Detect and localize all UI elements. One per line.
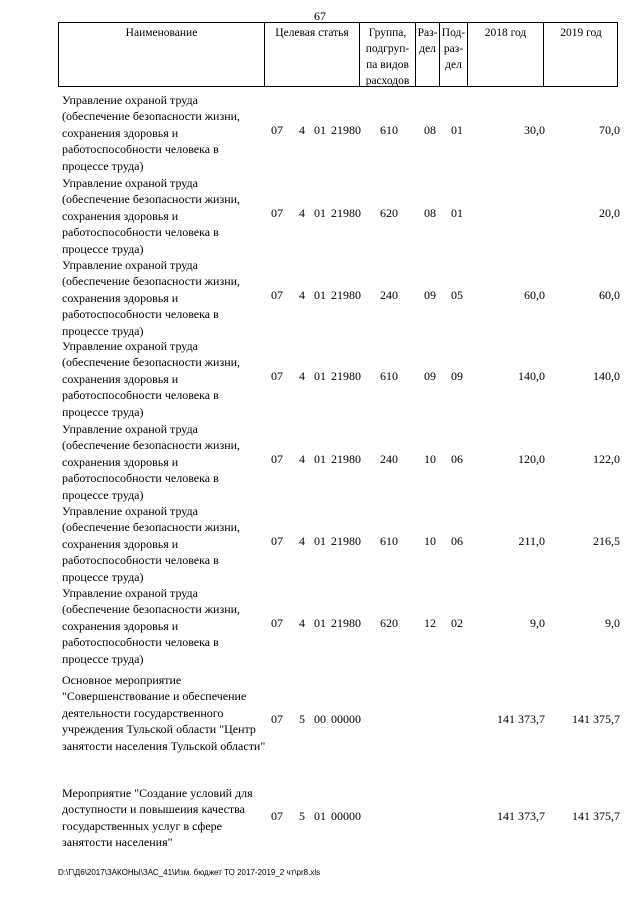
code-part-2: 4 <box>299 452 305 466</box>
header-2019: 2019 год <box>543 23 618 86</box>
code-part-1: 07 <box>271 616 283 630</box>
subsection-code: 01 <box>451 206 463 220</box>
code-part-1: 07 <box>271 123 283 137</box>
code-part-3: 01 <box>314 534 326 548</box>
subsection-code: 01 <box>451 123 463 137</box>
header-section: Раз-дел <box>415 23 439 86</box>
value-2019: 20,0 <box>599 206 620 220</box>
value-2018: 120,0 <box>518 452 545 466</box>
section-code: 09 <box>424 369 436 383</box>
code-part-3: 01 <box>314 809 326 823</box>
code-part-2: 4 <box>299 206 305 220</box>
value-2019: 140,0 <box>593 369 620 383</box>
group-code: 620 <box>380 616 398 630</box>
subsection-code: 05 <box>451 288 463 302</box>
row-name: Управление охраной труда (обеспечение безопасности жизни, сохранения здоровья и работоспособности человека в процессе труда) <box>62 176 241 256</box>
value-2019: 216,5 <box>593 534 620 548</box>
code-part-1: 07 <box>271 288 283 302</box>
code-part-3: 01 <box>314 369 326 383</box>
code-part-2: 4 <box>299 534 305 548</box>
code-part-2: 4 <box>299 288 305 302</box>
code-part-2: 5 <box>299 809 305 823</box>
subsection-code: 06 <box>451 452 463 466</box>
code-part-2: 4 <box>299 123 305 137</box>
subsection-code: 02 <box>451 616 463 630</box>
header-group: Группа, подгруп-па видов расходов <box>359 23 415 86</box>
table-header <box>58 22 618 87</box>
page-number: 67 <box>314 9 326 23</box>
table-row <box>0 503 640 585</box>
value-2019: 60,0 <box>599 288 620 302</box>
code-part-1: 07 <box>271 712 283 726</box>
table-row <box>0 257 640 338</box>
table-row <box>0 585 640 667</box>
group-code: 240 <box>380 288 398 302</box>
section-code: 09 <box>424 288 436 302</box>
section-code: 10 <box>424 452 436 466</box>
code-part-2: 5 <box>299 712 305 726</box>
code-part-3: 01 <box>314 288 326 302</box>
group-code: 610 <box>380 369 398 383</box>
group-code: 240 <box>380 452 398 466</box>
row-name: Управление охраной труда (обеспечение безопасности жизни, сохранения здоровья и работоспособности человека в процессе труда) <box>62 422 241 502</box>
table-row <box>0 421 640 503</box>
code-part-1: 07 <box>271 369 283 383</box>
section-code: 08 <box>424 206 436 220</box>
value-2019: 141 375,7 <box>572 712 620 726</box>
table-row <box>0 785 640 865</box>
table-row <box>0 338 640 421</box>
row-name: Управление охраной труда (обеспечение безопасности жизни, сохранения здоровья и работоспособности человека в процессе труда) <box>62 339 241 419</box>
value-2019: 70,0 <box>599 123 620 137</box>
row-name: Управление охраной труда (обеспечение безопасности жизни, сохранения здоровья и работоспособности человека в процессе труда) <box>62 258 241 338</box>
group-code: 620 <box>380 206 398 220</box>
code-part-3: 01 <box>314 452 326 466</box>
value-2018: 140,0 <box>518 369 545 383</box>
code-part-4: 00000 <box>331 809 361 823</box>
row-name: Мероприятие "Создание условий для доступности и повышеиия качества государственных услуг в сфере занятости населения" <box>62 786 253 850</box>
footer-path: D:\Г\Д6\2017\ЗАКОНЫ\ЗАС_41\Изм. бюджет ТО 2017-2019_2 чт\pr8.xls <box>58 868 321 877</box>
code-part-1: 07 <box>271 809 283 823</box>
section-code: 10 <box>424 534 436 548</box>
row-name: Управление охраной труда (обеспечение безопасности жизни, сохранения здоровья и работоспособности человека в процессе труда) <box>62 586 241 666</box>
group-code: 610 <box>380 123 398 137</box>
code-part-4: 00000 <box>331 712 361 726</box>
code-part-3: 01 <box>314 206 326 220</box>
code-part-4: 21980 <box>331 452 361 466</box>
header-2018: 2018 год <box>467 23 543 86</box>
section-code: 12 <box>424 616 436 630</box>
code-part-4: 21980 <box>331 288 361 302</box>
code-part-2: 4 <box>299 616 305 630</box>
code-part-4: 21980 <box>331 534 361 548</box>
group-code: 610 <box>380 534 398 548</box>
subsection-code: 09 <box>451 369 463 383</box>
header-subsection: Под-раз-дел <box>439 23 467 86</box>
value-2018: 30,0 <box>524 123 545 137</box>
value-2018: 9,0 <box>530 616 545 630</box>
row-name: Управление охраной труда (обеспечение безопасности жизни, сохранения здоровья и работоспособности человека в процессе труда) <box>62 504 241 584</box>
code-part-4: 21980 <box>331 369 361 383</box>
code-part-3: 01 <box>314 616 326 630</box>
value-2018: 141 373,7 <box>497 809 545 823</box>
table-row <box>0 672 640 782</box>
row-name: Основное мероприятие "Совершенствование и обеспечение деятельности государственного учреждения Тульской области "Центр занятости населения Тульской области" <box>62 673 266 753</box>
row-name: Управление охраной труда (обеспечение безопасности жизни, сохранения здоровья и работоспособности человека в процессе труда) <box>62 93 241 173</box>
value-2018: 141 373,7 <box>497 712 545 726</box>
value-2019: 141 375,7 <box>572 809 620 823</box>
table-row <box>0 175 640 257</box>
code-part-2: 4 <box>299 369 305 383</box>
table-row <box>0 92 640 174</box>
code-part-3: 00 <box>314 712 326 726</box>
code-part-4: 21980 <box>331 616 361 630</box>
code-part-4: 21980 <box>331 123 361 137</box>
code-part-1: 07 <box>271 534 283 548</box>
value-2018: 60,0 <box>524 288 545 302</box>
value-2019: 122,0 <box>593 452 620 466</box>
code-part-3: 01 <box>314 123 326 137</box>
code-part-1: 07 <box>271 206 283 220</box>
header-name: Наименование <box>125 27 198 39</box>
header-target: Целевая статья <box>264 23 359 86</box>
value-2019: 9,0 <box>605 616 620 630</box>
code-part-4: 21980 <box>331 206 361 220</box>
section-code: 08 <box>424 123 436 137</box>
code-part-1: 07 <box>271 452 283 466</box>
value-2018: 211,0 <box>518 534 545 548</box>
subsection-code: 06 <box>451 534 463 548</box>
